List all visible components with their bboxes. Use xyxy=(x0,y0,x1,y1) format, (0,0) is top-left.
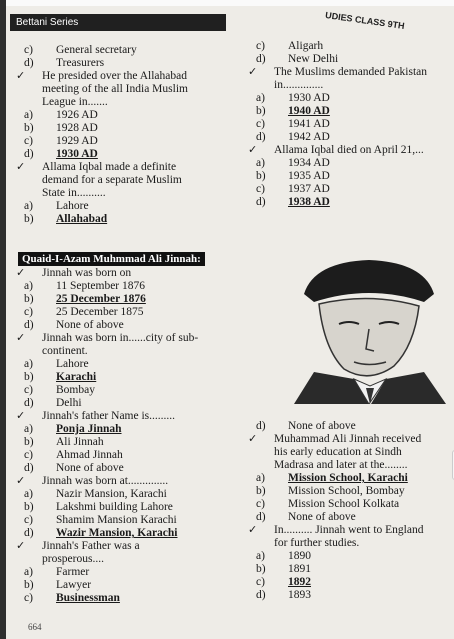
question-line xyxy=(14,345,246,358)
option-letter: a) xyxy=(256,472,265,484)
question-text: Madrasa and later at the........ xyxy=(274,459,408,471)
option-text: 1934 AD xyxy=(288,157,330,169)
option-letter: d) xyxy=(24,57,34,69)
option-text: Delhi xyxy=(56,397,82,409)
option-text: Mission School Kolkata xyxy=(288,498,400,510)
question-text: prosperous.... xyxy=(42,553,104,565)
answer-option xyxy=(14,527,246,540)
question-line xyxy=(14,410,246,423)
answer-option xyxy=(246,105,454,118)
option-letter: c) xyxy=(256,40,265,52)
option-letter: a) xyxy=(256,92,265,104)
answer-option xyxy=(14,592,246,605)
option xyxy=(246,420,454,433)
option-letter: c) xyxy=(24,44,33,56)
option-text: 25 December 1876 xyxy=(56,293,146,305)
option xyxy=(246,131,454,144)
option xyxy=(246,550,454,563)
option-letter: b) xyxy=(256,105,266,117)
option xyxy=(14,358,246,371)
option-text: 1937 AD xyxy=(288,183,330,195)
question-line xyxy=(246,524,454,537)
answer-option xyxy=(14,293,246,306)
option xyxy=(246,118,454,131)
answer-option xyxy=(14,371,246,384)
option-letter: d) xyxy=(256,420,266,432)
option-text: None of above xyxy=(56,462,124,474)
option-letter: a) xyxy=(24,280,33,292)
option xyxy=(14,280,246,293)
option xyxy=(246,563,454,576)
option-letter: d) xyxy=(256,131,266,143)
option-letter: b) xyxy=(24,436,34,448)
question-text: Allama Iqbal made a definite xyxy=(42,161,177,173)
option-letter: a) xyxy=(24,423,33,435)
option-letter: d) xyxy=(24,527,34,539)
option-letter: d) xyxy=(24,319,34,331)
option-letter: a) xyxy=(256,157,265,169)
option-text: New Delhi xyxy=(288,53,339,65)
option-letter: d) xyxy=(256,53,266,65)
question-line xyxy=(14,83,224,96)
option xyxy=(246,511,454,524)
option-text: Aligarh xyxy=(288,40,324,52)
answer-option xyxy=(14,213,224,226)
option-letter: a) xyxy=(24,200,33,212)
answer-option xyxy=(246,196,454,209)
question-line xyxy=(14,332,246,345)
option xyxy=(14,566,246,579)
question-text: Allama Iqbal died on April 21,... xyxy=(274,144,424,156)
option-text: Mission School, Karachi xyxy=(288,472,408,484)
option-letter: a) xyxy=(256,550,265,562)
question-text: for further studies. xyxy=(274,537,360,549)
series-banner: Bettani Series xyxy=(10,14,226,31)
option-text: 1928 AD xyxy=(56,122,98,134)
option-text: 1930 AD xyxy=(288,92,330,104)
option-letter: c) xyxy=(24,449,33,461)
question-text: League in....... xyxy=(42,96,108,108)
answer-option xyxy=(246,576,454,589)
question-text: meeting of the all India Muslim xyxy=(42,83,188,95)
option-text: None of above xyxy=(288,511,356,523)
option-letter: a) xyxy=(24,566,33,578)
option-letter: b) xyxy=(24,122,34,134)
option-text: 1930 AD xyxy=(56,148,98,160)
option xyxy=(14,135,224,148)
question-text: Jinnah was born on xyxy=(42,267,132,279)
option-letter: d) xyxy=(256,196,266,208)
question-line xyxy=(14,540,246,553)
question-line xyxy=(246,537,454,550)
question-line xyxy=(246,144,454,157)
option-letter: d) xyxy=(256,589,266,601)
option-text: Farmer xyxy=(56,566,90,578)
answer-option xyxy=(246,472,454,485)
option-letter: b) xyxy=(256,170,266,182)
question-text: Jinnah's father Name is......... xyxy=(42,410,176,422)
check-mark-icon: ✓ xyxy=(16,332,26,344)
option-letter: c) xyxy=(256,576,265,588)
option xyxy=(14,319,246,332)
option xyxy=(14,57,224,70)
option xyxy=(14,306,246,319)
option-text: Mission School, Bombay xyxy=(288,485,405,497)
option-text: 1938 AD xyxy=(288,196,330,208)
question-text: continent. xyxy=(42,345,88,357)
option-text: 1935 AD xyxy=(288,170,330,182)
question-text: The Muslims demanded Pakistan xyxy=(274,66,427,78)
question-line xyxy=(14,161,224,174)
jinnah-portrait xyxy=(274,254,446,404)
option-letter: c) xyxy=(24,135,33,147)
option xyxy=(14,514,246,527)
option-letter: a) xyxy=(24,109,33,121)
check-mark-icon: ✓ xyxy=(16,267,26,279)
option-text: Bombay xyxy=(56,384,95,396)
check-mark-icon: ✓ xyxy=(16,410,26,422)
option xyxy=(246,170,454,183)
check-mark-icon: ✓ xyxy=(248,433,258,445)
option xyxy=(14,397,246,410)
option-text: Lahore xyxy=(56,358,89,370)
option xyxy=(14,449,246,462)
option-text: Wazir Mansion, Karachi xyxy=(56,527,178,539)
option xyxy=(246,40,454,53)
question-text: demand for a separate Muslim xyxy=(42,174,182,186)
option-text: 11 September 1876 xyxy=(56,280,146,292)
option xyxy=(246,92,454,105)
option-text: 1929 AD xyxy=(56,135,98,147)
option-text: General secretary xyxy=(56,44,137,56)
option-letter: c) xyxy=(24,514,33,526)
option-letter: b) xyxy=(256,485,266,497)
option-letter: a) xyxy=(24,488,33,500)
option-text: 1893 xyxy=(288,589,311,601)
question-line xyxy=(246,66,454,79)
option-text: 1942 AD xyxy=(288,131,330,143)
option-text: Ali Jinnah xyxy=(56,436,104,448)
option-letter: c) xyxy=(256,118,265,130)
option xyxy=(14,501,246,514)
option-letter: d) xyxy=(256,511,266,523)
option xyxy=(14,44,224,57)
option-letter: b) xyxy=(24,501,34,513)
check-mark-icon: ✓ xyxy=(16,540,26,552)
option xyxy=(14,200,224,213)
question-line xyxy=(246,459,454,472)
option-letter: b) xyxy=(24,579,34,591)
check-mark-icon: ✓ xyxy=(16,475,26,487)
top-strip xyxy=(6,0,454,6)
option-text: Shamim Mansion Karachi xyxy=(56,514,177,526)
option-text: 1891 xyxy=(288,563,311,575)
option-text: 1890 xyxy=(288,550,311,562)
question-text: his early education at Sindh xyxy=(274,446,402,458)
option-letter: b) xyxy=(256,563,266,575)
question-text: Jinnah was born in......city of sub- xyxy=(42,332,199,344)
class-tag: UDIES CLASS 9TH xyxy=(324,10,406,32)
option-letter: c) xyxy=(256,183,265,195)
left-column-bottom xyxy=(14,267,246,605)
option xyxy=(14,122,224,135)
option-letter: b) xyxy=(24,293,34,305)
option-text: 1941 AD xyxy=(288,118,330,130)
question-line xyxy=(14,553,246,566)
question-line xyxy=(14,475,246,488)
option xyxy=(14,384,246,397)
question-text: Jinnah's Father was a xyxy=(42,540,140,552)
right-column-top xyxy=(246,40,454,209)
option-letter: b) xyxy=(24,213,34,225)
question-line xyxy=(14,96,224,109)
option-letter: b) xyxy=(24,371,34,383)
option xyxy=(246,589,454,602)
option xyxy=(246,53,454,66)
answer-option xyxy=(14,423,246,436)
option-text: Businessman xyxy=(56,592,120,604)
option xyxy=(246,183,454,196)
option-letter: c) xyxy=(24,592,33,604)
option-text: 1926 AD xyxy=(56,109,98,121)
option-text: 1940 AD xyxy=(288,105,330,117)
option-text: None of above xyxy=(56,319,124,331)
option xyxy=(246,498,454,511)
check-mark-icon: ✓ xyxy=(248,66,258,78)
check-mark-icon: ✓ xyxy=(248,144,258,156)
option-letter: d) xyxy=(24,462,34,474)
question-line xyxy=(14,187,224,200)
option-text: Nazir Mansion, Karachi xyxy=(56,488,167,500)
question-text: Jinnah was born at.............. xyxy=(42,475,169,487)
option-letter: c) xyxy=(24,306,33,318)
option-text: Karachi xyxy=(56,371,97,383)
option-text: Allahabad xyxy=(56,213,108,225)
check-mark-icon: ✓ xyxy=(16,161,26,173)
option-text: Ponja Jinnah xyxy=(56,423,122,435)
option-letter: c) xyxy=(256,498,265,510)
question-text: In.......... Jinnah went to England xyxy=(274,524,424,536)
question-line xyxy=(14,70,224,83)
option-text: Lakshmi building Lahore xyxy=(56,501,173,513)
question-text: in.............. xyxy=(274,79,324,91)
question-text: State in.......... xyxy=(42,187,106,199)
check-mark-icon: ✓ xyxy=(248,524,258,536)
option xyxy=(14,579,246,592)
option xyxy=(246,485,454,498)
option xyxy=(14,109,224,122)
option-text: Treasurers xyxy=(56,57,105,69)
question-line xyxy=(246,433,454,446)
question-text: Muhammad Ali Jinnah received xyxy=(274,433,422,445)
question-text: He presided over the Allahabad xyxy=(42,70,187,82)
option-letter: c) xyxy=(24,384,33,396)
option-letter: d) xyxy=(24,397,34,409)
option xyxy=(14,462,246,475)
option-letter: d) xyxy=(24,148,34,160)
left-column-top xyxy=(14,44,224,226)
question-line xyxy=(14,174,224,187)
option-text: None of above xyxy=(288,420,356,432)
answer-option xyxy=(14,148,224,161)
option-text: Ahmad Jinnah xyxy=(56,449,123,461)
page-number: 664 xyxy=(28,622,42,632)
option-text: Lahore xyxy=(56,200,89,212)
question-line xyxy=(14,267,246,280)
question-line xyxy=(246,446,454,459)
option xyxy=(14,436,246,449)
option-text: 25 December 1875 xyxy=(56,306,144,318)
scanned-page xyxy=(6,0,454,639)
option-text: 1892 xyxy=(288,576,311,588)
option-letter: a) xyxy=(24,358,33,370)
question-line xyxy=(246,79,454,92)
section-title: Quaid-I-Azam Muhmmad Ali Jinnah: xyxy=(18,252,205,266)
option-text: Lawyer xyxy=(56,579,92,591)
check-mark-icon: ✓ xyxy=(16,70,26,82)
option xyxy=(14,488,246,501)
right-column-bottom xyxy=(246,420,454,602)
option xyxy=(246,157,454,170)
